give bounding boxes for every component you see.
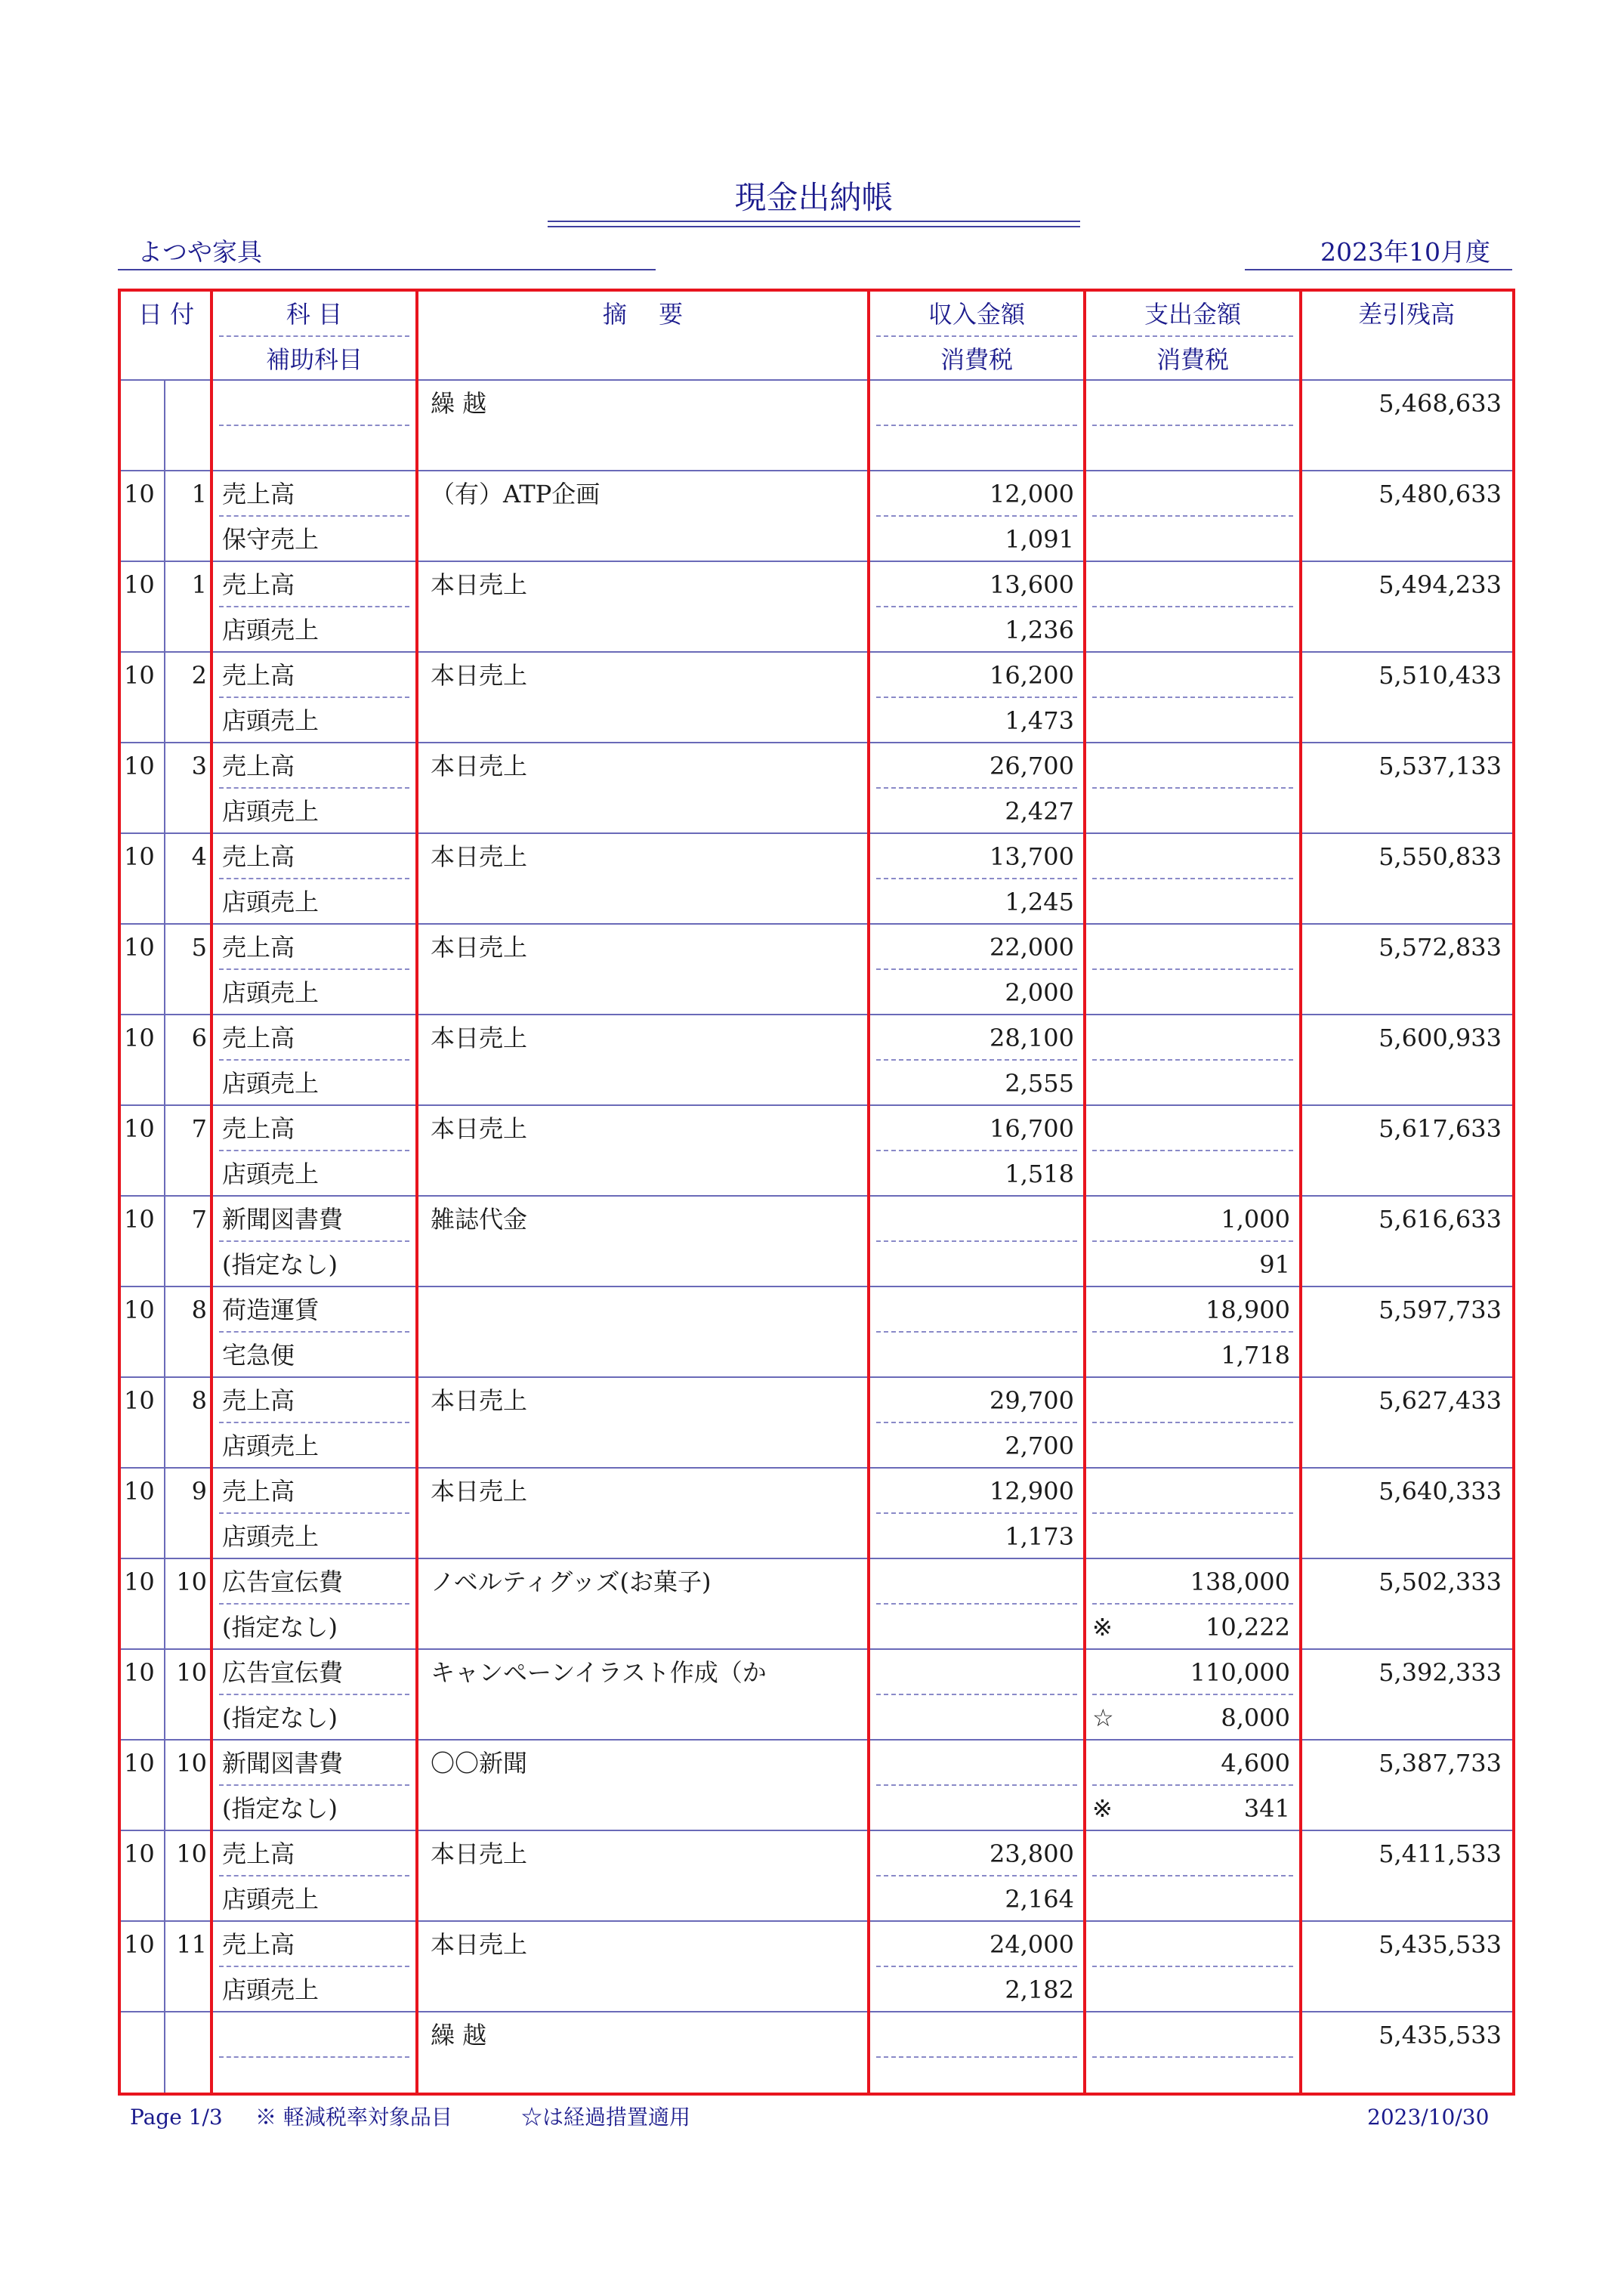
row-expense-tax: [1085, 1876, 1290, 1922]
row-account: [222, 381, 411, 426]
row-account: 売上高: [222, 1839, 295, 1868]
row-dash: [1092, 1603, 1293, 1605]
row-account: 売上高: [222, 752, 295, 780]
row-month: 10: [124, 933, 155, 962]
row-dash: [219, 1150, 409, 1151]
row-income: 16,700: [990, 1114, 1074, 1143]
row-expense-tax: [1085, 607, 1290, 653]
row-income: 12,900: [990, 1477, 1074, 1506]
row-income-tax: 1,473: [1005, 706, 1074, 735]
row-account: 広告宣伝費: [222, 1568, 344, 1596]
row-expense: [1085, 562, 1290, 607]
row-dash: [1092, 1694, 1293, 1695]
row-expense: [1085, 1831, 1290, 1876]
row-month: 10: [124, 1568, 155, 1596]
row-income: [869, 1741, 1074, 1786]
row-dash: [1092, 878, 1293, 879]
row-sub-account: (指定なし): [222, 1250, 338, 1279]
row-income-tax: 2,182: [1005, 1975, 1074, 2004]
row-expense: 1,000: [1221, 1205, 1290, 1234]
row-income: [869, 2012, 1074, 2058]
row-income-tax: 1,236: [1005, 616, 1074, 644]
row-description: 本日売上: [431, 1477, 528, 1506]
row-expense: [1085, 834, 1290, 879]
row-tax-mark: ※: [1092, 1794, 1113, 1823]
row-description: 本日売上: [431, 933, 528, 962]
header-income-tax: 消費税: [940, 345, 1013, 374]
period-label: 2023年10月度: [1320, 237, 1490, 267]
row-month: 10: [124, 1386, 155, 1415]
header-date: 日 付: [137, 300, 195, 329]
row-expense-tax: [1085, 698, 1290, 743]
row-day: 10: [176, 1658, 207, 1687]
row-description: ノベルティグッズ(お菓子): [431, 1568, 712, 1596]
row-day: 10: [176, 1749, 207, 1778]
row-sub-account: 宅急便: [222, 1341, 295, 1370]
document-title: 現金出納帳: [734, 179, 894, 216]
row-sub-account: 店頭売上: [222, 1069, 320, 1098]
row-day: 5: [191, 933, 207, 962]
row-account: 広告宣伝費: [222, 1658, 344, 1687]
row-sub-account: 店頭売上: [222, 978, 320, 1007]
row-dash: [1092, 515, 1293, 517]
row-dash: [1092, 1240, 1293, 1242]
row-dash: [219, 1966, 409, 1967]
row-account: [222, 2012, 411, 2058]
row-description: 雑誌代金: [431, 1205, 528, 1234]
row-balance: 5,617,633: [1379, 1114, 1502, 1143]
row-account: 売上高: [222, 1114, 295, 1143]
row-account: 売上高: [222, 842, 295, 871]
row-income-tax: 1,091: [1005, 525, 1074, 554]
cash-ledger-table: [118, 289, 1515, 2096]
row-balance: 5,435,533: [1379, 2021, 1502, 2049]
row-expense: [1085, 743, 1290, 789]
row-expense: 138,000: [1190, 1568, 1290, 1596]
row-balance: 5,502,333: [1379, 1568, 1502, 1596]
row-day: 1: [191, 480, 207, 508]
row-income: [869, 381, 1074, 426]
row-sub-account: 店頭売上: [222, 888, 320, 916]
row-description: 本日売上: [431, 1024, 528, 1052]
row-expense-tax: [1085, 1514, 1290, 1559]
row-description: 本日売上: [431, 842, 528, 871]
row-dash: [219, 2056, 409, 2058]
row-income-tax: 1,245: [1005, 888, 1074, 916]
row-dash: [219, 425, 409, 426]
row-expense: [1085, 1922, 1290, 1967]
row-description: 本日売上: [431, 1114, 528, 1143]
row-income: 28,100: [990, 1024, 1074, 1052]
row-expense-tax: [1085, 1151, 1290, 1197]
row-dash: [876, 968, 1077, 970]
row-income-tax: 2,700: [1005, 1432, 1074, 1460]
row-day: 7: [191, 1205, 207, 1234]
row-day: 8: [191, 1386, 207, 1415]
row-month: 10: [124, 1930, 155, 1959]
row-dash: [219, 697, 409, 698]
col-line-day: [164, 379, 165, 2093]
row-expense-tax: [1085, 1967, 1290, 2012]
row-dash: [219, 1422, 409, 1423]
row-balance: 5,510,433: [1379, 661, 1502, 690]
row-month: 10: [124, 1749, 155, 1778]
header-sub-account: 補助科目: [265, 345, 363, 374]
row-dash: [219, 515, 409, 517]
row-income: [869, 1650, 1074, 1695]
row-balance: 5,616,633: [1379, 1205, 1502, 1234]
row-dash: [219, 1059, 409, 1061]
row-income: 12,000: [990, 480, 1074, 508]
row-month: 10: [124, 1296, 155, 1324]
row-description: 繰 越: [431, 2021, 487, 2049]
row-account: 売上高: [222, 1930, 295, 1959]
row-expense: [1085, 2012, 1290, 2058]
note-reduced-tax: ※ 軽減税率対象品目: [255, 2105, 452, 2130]
row-dash: [876, 1784, 1077, 1786]
row-income: 24,000: [990, 1930, 1074, 1959]
row-dash: [876, 787, 1077, 789]
row-description: 〇〇新聞: [431, 1749, 528, 1778]
row-tax-mark: ※: [1092, 1613, 1113, 1642]
row-dash: [876, 606, 1077, 607]
row-expense: 4,600: [1221, 1749, 1290, 1778]
row-expense-tax: 8,000: [1221, 1703, 1290, 1732]
row-dash: [876, 1603, 1077, 1605]
header-income: 収入金額: [928, 300, 1025, 329]
row-income: 26,700: [990, 752, 1074, 780]
row-balance: 5,392,333: [1379, 1658, 1502, 1687]
row-dash: [219, 787, 409, 789]
row-expense-tax: [1085, 970, 1290, 1015]
row-month: 10: [124, 842, 155, 871]
col-line-account: [210, 292, 213, 2093]
row-sub-account: 店頭売上: [222, 1522, 320, 1551]
row-dash: [219, 606, 409, 607]
row-dash: [219, 1875, 409, 1876]
row-sub-account: (指定なし): [222, 1703, 338, 1732]
row-balance: 5,597,733: [1379, 1296, 1502, 1324]
row-day: 7: [191, 1114, 207, 1143]
row-account: 売上高: [222, 933, 295, 962]
row-description: [431, 1287, 861, 1333]
row-expense: [1085, 1106, 1290, 1151]
row-income-tax: [869, 1605, 1074, 1650]
header-dash: [1092, 335, 1293, 337]
row-balance: 5,387,733: [1379, 1749, 1502, 1778]
row-sub-account: 店頭売上: [222, 616, 320, 644]
row-account: 売上高: [222, 1024, 295, 1052]
row-day: 11: [176, 1930, 207, 1959]
print-date: 2023/10/30: [1367, 2105, 1490, 2130]
row-expense: 110,000: [1190, 1658, 1290, 1687]
row-balance: 5,550,833: [1379, 842, 1502, 871]
row-income: 22,000: [990, 933, 1074, 962]
row-income-tax: [869, 426, 1074, 471]
row-dash: [1092, 425, 1293, 426]
row-dash: [876, 697, 1077, 698]
period-underline: [1245, 269, 1512, 270]
row-expense: [1085, 925, 1290, 970]
row-sub-account: 店頭売上: [222, 1975, 320, 2004]
row-dash: [1092, 1059, 1293, 1061]
row-sub-account: 店頭売上: [222, 1160, 320, 1188]
company-name: よつや家具: [137, 237, 262, 267]
row-income: [869, 1197, 1074, 1242]
row-expense-tax: [1085, 2058, 1290, 2103]
row-dash: [876, 515, 1077, 517]
row-account: 売上高: [222, 1386, 295, 1415]
row-dash: [219, 1694, 409, 1695]
row-month: 10: [124, 1114, 155, 1143]
row-dash: [876, 2056, 1077, 2058]
row-day: 9: [191, 1477, 207, 1506]
row-balance: 5,494,233: [1379, 570, 1502, 599]
row-dash: [219, 1240, 409, 1242]
row-income-tax: [869, 1333, 1074, 1378]
header-expense-tax: 消費税: [1156, 345, 1229, 374]
company-underline: [118, 269, 656, 270]
row-income-tax: 2,000: [1005, 978, 1074, 1007]
row-sub-account: (指定なし): [222, 1613, 338, 1642]
header-balance: 差引残高: [1357, 300, 1455, 329]
row-dash: [876, 878, 1077, 879]
row-balance: 5,411,533: [1379, 1839, 1502, 1868]
row-month: [124, 381, 160, 426]
row-account: 売上高: [222, 480, 295, 508]
row-dash: [1092, 1150, 1293, 1151]
row-month: 10: [124, 1477, 155, 1506]
header-account: 科 目: [286, 300, 343, 329]
header-dash: [219, 335, 409, 337]
row-income-tax: [869, 1242, 1074, 1287]
row-expense: [1085, 653, 1290, 698]
row-income: 23,800: [990, 1839, 1074, 1868]
row-expense-tax: 1,718: [1221, 1341, 1290, 1370]
row-month: 10: [124, 1839, 155, 1868]
row-dash: [876, 1059, 1077, 1061]
row-account: 荷造運賃: [222, 1296, 320, 1324]
row-balance: 5,572,833: [1379, 933, 1502, 962]
row-income-tax: [869, 1695, 1074, 1741]
row-dash: [219, 1331, 409, 1333]
row-day: [165, 2012, 207, 2058]
row-description: 本日売上: [431, 1839, 528, 1868]
row-day: [165, 381, 207, 426]
row-day: 6: [191, 1024, 207, 1052]
row-income: 16,200: [990, 661, 1074, 690]
row-income: [869, 1559, 1074, 1605]
row-sub-account: [222, 426, 411, 471]
row-dash: [1092, 1422, 1293, 1423]
row-sub-account: 店頭売上: [222, 1885, 320, 1914]
row-day: 4: [191, 842, 207, 871]
row-balance: 5,600,933: [1379, 1024, 1502, 1052]
row-dash: [876, 1875, 1077, 1876]
header-description: 摘 要: [602, 300, 684, 329]
row-day: 10: [176, 1839, 207, 1868]
row-dash: [1092, 697, 1293, 698]
row-dash: [1092, 968, 1293, 970]
row-expense: [1085, 1469, 1290, 1514]
row-day: 10: [176, 1568, 207, 1596]
row-dash: [219, 1512, 409, 1514]
row-income-tax: [869, 1786, 1074, 1831]
row-dash: [876, 1694, 1077, 1695]
col-line-income: [867, 292, 870, 2093]
row-dash: [1092, 1966, 1293, 1967]
row-account: 売上高: [222, 661, 295, 690]
row-balance: 5,537,133: [1379, 752, 1502, 780]
row-balance: 5,627,433: [1379, 1386, 1502, 1415]
row-income-tax: 2,555: [1005, 1069, 1074, 1098]
row-income: [869, 1287, 1074, 1333]
row-month: 10: [124, 1205, 155, 1234]
row-month: 10: [124, 661, 155, 690]
title-underline: [548, 221, 1080, 227]
row-sub-account: 店頭売上: [222, 797, 320, 826]
row-month: [124, 2012, 160, 2058]
row-description: キャンペーンイラスト作成（か: [431, 1658, 767, 1687]
row-dash: [876, 425, 1077, 426]
row-expense-tax: 10,222: [1206, 1613, 1290, 1642]
row-dash: [1092, 1784, 1293, 1786]
row-description: 本日売上: [431, 752, 528, 780]
row-dash: [876, 1240, 1077, 1242]
row-description: 本日売上: [431, 1930, 528, 1959]
row-dash: [876, 1150, 1077, 1151]
row-sub-account: (指定なし): [222, 1794, 338, 1823]
row-day: 8: [191, 1296, 207, 1324]
row-expense-tax: [1085, 426, 1290, 471]
row-dash: [219, 968, 409, 970]
row-description: 本日売上: [431, 661, 528, 690]
row-income-tax: 1,518: [1005, 1160, 1074, 1188]
row-income: 13,600: [990, 570, 1074, 599]
row-tax-mark: ☆: [1092, 1703, 1114, 1732]
row-description: （有）ATP企画: [431, 480, 601, 508]
row-expense: [1085, 381, 1290, 426]
row-expense-tax: [1085, 1061, 1290, 1106]
row-dash: [219, 1603, 409, 1605]
row-day: 3: [191, 752, 207, 780]
row-description: 本日売上: [431, 1386, 528, 1415]
row-dash: [1092, 787, 1293, 789]
row-income-tax: 2,164: [1005, 1885, 1074, 1914]
row-month: 10: [124, 752, 155, 780]
row-sub-account: 店頭売上: [222, 1432, 320, 1460]
row-month: 10: [124, 480, 155, 508]
row-dash: [876, 1331, 1077, 1333]
header-expense: 支出金額: [1144, 300, 1241, 329]
col-line-balance: [1299, 292, 1302, 2093]
row-day: 2: [191, 661, 207, 690]
row-month: 10: [124, 570, 155, 599]
row-account: 売上高: [222, 570, 295, 599]
row-income-tax: [869, 2058, 1074, 2103]
row-account: 新聞図書費: [222, 1749, 344, 1778]
row-sub-account: [222, 2058, 411, 2103]
row-expense-tax: 341: [1243, 1794, 1290, 1823]
row-sub-account: 店頭売上: [222, 706, 320, 735]
row-expense-tax: 91: [1259, 1250, 1290, 1279]
row-dash: [1092, 606, 1293, 607]
row-expense-tax: [1085, 879, 1290, 925]
row-dash: [876, 1422, 1077, 1423]
row-dash: [876, 1966, 1077, 1967]
row-description: 本日売上: [431, 570, 528, 599]
header-dash: [876, 335, 1077, 337]
row-expense-tax: [1085, 789, 1290, 834]
row-expense-tax: [1085, 1423, 1290, 1469]
row-sub-account: 保守売上: [222, 525, 320, 554]
col-line-expense: [1083, 292, 1086, 2093]
page-number: Page 1/3: [130, 2105, 223, 2130]
row-expense: [1085, 1015, 1290, 1061]
row-income: 13,700: [990, 842, 1074, 871]
row-account: 売上高: [222, 1477, 295, 1506]
row-income: 29,700: [990, 1386, 1074, 1415]
note-transitional: ☆は経過措置適用: [521, 2105, 691, 2130]
row-dash: [219, 878, 409, 879]
row-dash: [1092, 1512, 1293, 1514]
row-balance: 5,468,633: [1379, 389, 1502, 418]
row-balance: 5,640,333: [1379, 1477, 1502, 1506]
row-income-tax: 2,427: [1005, 797, 1074, 826]
row-dash: [1092, 1875, 1293, 1876]
row-expense-tax: [1085, 517, 1290, 562]
row-account: 新聞図書費: [222, 1205, 344, 1234]
row-dash: [219, 1784, 409, 1786]
row-dash: [876, 1512, 1077, 1514]
row-dash: [1092, 2056, 1293, 2058]
row-balance: 5,480,633: [1379, 480, 1502, 508]
row-month: 10: [124, 1658, 155, 1687]
row-expense: [1085, 1378, 1290, 1423]
row-day: 1: [191, 570, 207, 599]
row-income-tax: 1,173: [1005, 1522, 1074, 1551]
row-month: 10: [124, 1024, 155, 1052]
row-dash: [1092, 1331, 1293, 1333]
row-expense: [1085, 471, 1290, 517]
row-description: 繰 越: [431, 389, 487, 418]
col-line-description: [415, 292, 418, 2093]
row-expense: 18,900: [1206, 1296, 1290, 1324]
row-balance: 5,435,533: [1379, 1930, 1502, 1959]
